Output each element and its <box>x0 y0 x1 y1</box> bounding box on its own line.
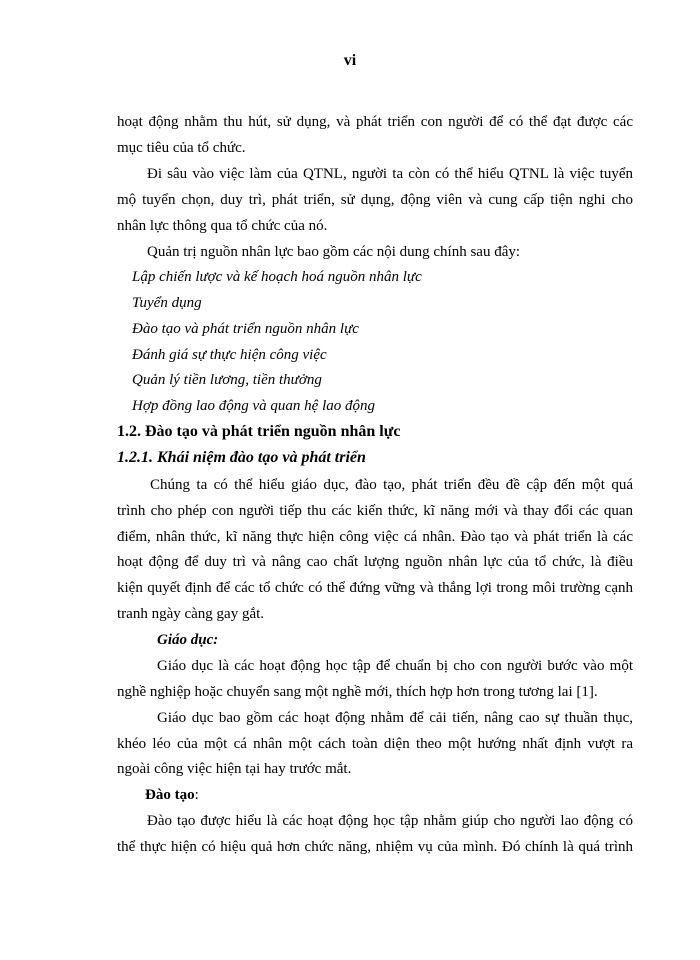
paragraph-line: Đi sâu vào việc làm của QTNL, người ta còn có thể hiểu QTNL là việc tuyển <box>147 166 633 182</box>
paragraph-line: khéo léo của một cá nhân một cách toàn diện theo một hướng nhất định vượt ra <box>117 736 633 752</box>
education-label: Giáo dục: <box>157 632 219 648</box>
list-item: Lập chiến lược và kế hoạch hoá nguồn nhân lực <box>132 269 422 285</box>
paragraph-line: điểm, nhân thức, kĩ năng thực hiện công việc cá nhân. Đào tạo và phát triển là các <box>117 529 633 545</box>
list-intro: Quản trị nguồn nhân lực bao gồm các nội dung chính sau đây: <box>147 244 521 260</box>
paragraph-line: Đào tạo được hiểu là các hoạt động học tập nhằm giúp cho người lao động có <box>147 813 633 829</box>
paragraph-line: Giáo dục là các hoạt động học tập để chuẩn bị cho con người bước vào một <box>157 658 633 674</box>
paragraph-line: hoạt động nhằm thu hút, sử dụng, và phát triển con người để có thể đạt được các <box>117 114 633 130</box>
paragraph-line: nghề nghiệp hoặc chuyển sang một nghề mới, thích hợp hơn trong tương lai [1]. <box>117 684 598 700</box>
training-label-colon: : <box>194 787 199 803</box>
paragraph-line: ngoài công việc hiện tại hay trước mắt. <box>117 761 352 777</box>
list-item: Đào tạo và phát triển nguồn nhân lực <box>132 321 359 337</box>
page-number: vi <box>343 52 357 69</box>
list-item: Đánh giá sự thực hiện công việc <box>132 347 327 363</box>
list-item: Hợp đồng lao động và quan hệ lao động <box>132 398 375 414</box>
paragraph-line: thể thực hiện có hiệu quả hơn chức năng, nhiệm vụ của mình. Đó chính là quá trình <box>117 839 633 855</box>
paragraph-line: tranh ngày càng gay gắt. <box>117 606 265 622</box>
paragraph-line: Giáo dục bao gồm các hoạt động nhằm để cải tiến, nâng cao sự thuần thục, <box>157 710 633 726</box>
paragraph-line: mộ tuyển chọn, duy trì, phát triển, sử dụng, động viên và cung cấp tiện nghi cho <box>117 192 633 208</box>
list-item: Quản lý tiền lương, tiền thưởng <box>132 372 322 388</box>
training-label <box>145 786 661 804</box>
section-heading: 1.2. Đào tạo và phát triển nguồn nhân lực <box>117 423 401 440</box>
paragraph-line: mục tiêu của tổ chức. <box>117 140 246 156</box>
training-label-text: Đào tạo <box>145 787 195 803</box>
list-item: Tuyển dụng <box>132 295 202 311</box>
subsection-heading: 1.2.1. Khái niệm đào tạo và phát triển <box>117 449 366 466</box>
paragraph-line: trình cho phép con người tiếp thu các kiến thức, kĩ năng mới và thay đổi các quan <box>117 503 633 519</box>
paragraph-line: kiện quyết định để các tổ chức có thể đứng vững và thắng lợi trong môi trường cạnh <box>117 580 633 596</box>
paragraph-line: nhân lực thông qua tổ chức của nó. <box>117 218 328 234</box>
paragraph-line: hoạt động để duy trì và nâng cao chất lượng nguồn nhân lực của tổ chức, là điều <box>117 554 633 570</box>
paragraph-line: Chúng ta có thể hiểu giáo dục, đào tạo, phát triển đều đề cập đến một quá <box>150 477 633 493</box>
